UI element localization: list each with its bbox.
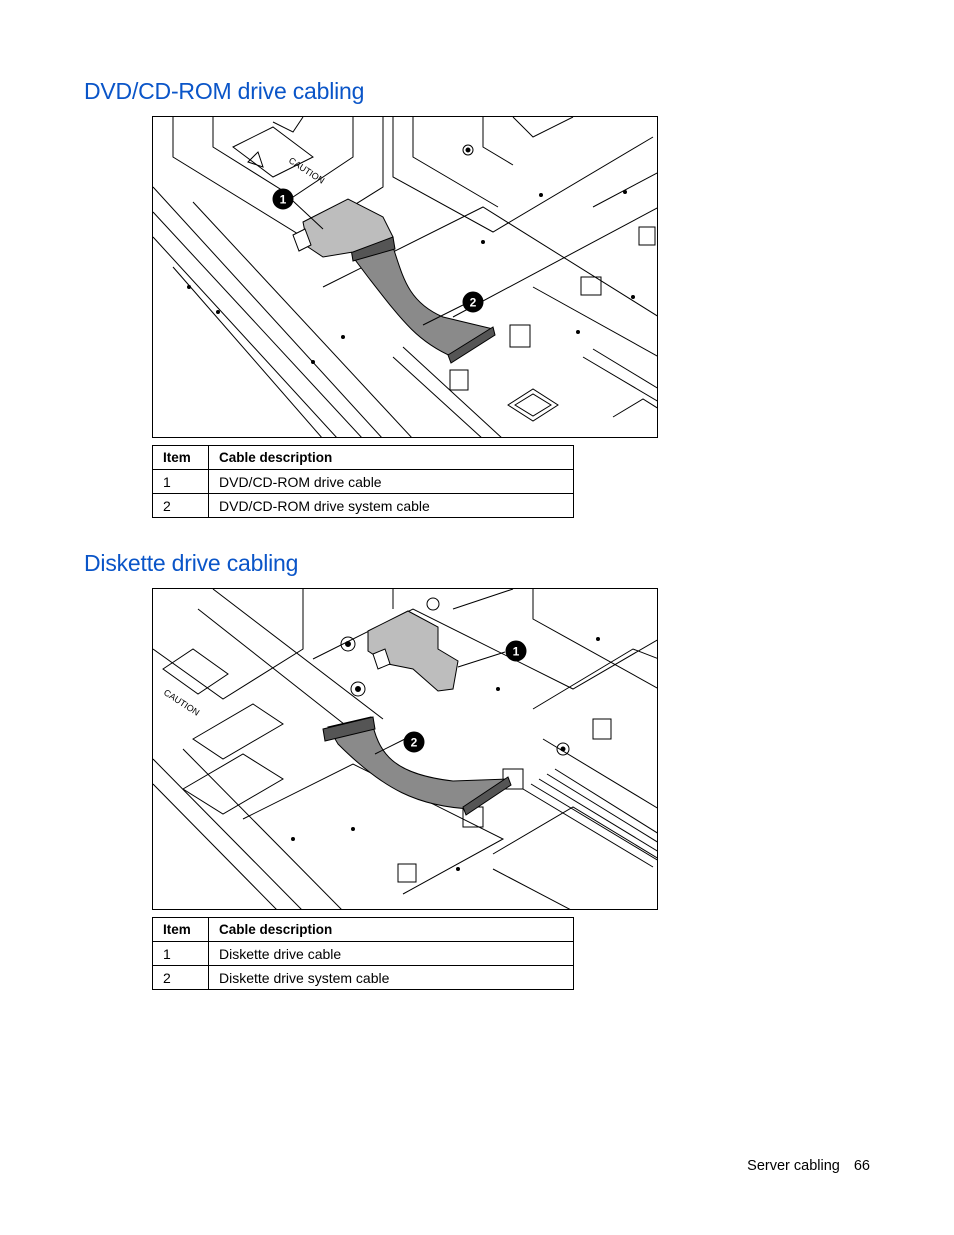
diskette-cabling-illustration	[152, 588, 658, 910]
column-header-item: Item	[153, 446, 209, 470]
svg-text:2: 2	[410, 735, 418, 750]
item-number: 1	[153, 942, 209, 966]
column-header-description: Cable description	[209, 918, 574, 942]
callout-1	[506, 641, 526, 661]
column-header-item: Item	[153, 918, 209, 942]
page-footer	[747, 1158, 870, 1174]
callout-2	[463, 292, 483, 312]
mounting-screws	[188, 145, 635, 364]
column-header-description: Cable description	[209, 446, 574, 470]
table-header-row	[153, 918, 574, 942]
callout-2	[404, 732, 424, 752]
table-row	[153, 470, 574, 494]
caution-label: CAUTION	[286, 155, 327, 186]
section-heading-dvd: DVD/CD-ROM drive cabling	[84, 78, 365, 104]
table-row	[153, 494, 574, 518]
dvd-cabling-illustration	[152, 116, 658, 438]
svg-text:2: 2	[469, 295, 477, 310]
page-number: 66	[853, 1158, 870, 1174]
svg-text:1: 1	[512, 644, 520, 659]
footer-section-name: Server cabling	[747, 1158, 840, 1174]
diskette-cable-table	[152, 917, 574, 990]
cable-description: DVD/CD-ROM drive cable	[209, 470, 574, 494]
item-number: 2	[153, 494, 209, 518]
cable-description: DVD/CD-ROM drive system cable	[209, 494, 574, 518]
table-header-row	[153, 446, 574, 470]
dvd-cable-table	[152, 445, 574, 518]
cable-description: Diskette drive cable	[209, 942, 574, 966]
table-row	[153, 942, 574, 966]
caution-label: CAUTION	[161, 687, 202, 718]
callout-1	[273, 189, 293, 209]
section-heading-diskette: Diskette drive cabling	[84, 550, 299, 576]
item-number: 2	[153, 966, 209, 990]
table-row	[153, 966, 574, 990]
chassis-panel	[243, 589, 658, 894]
processor-socket	[508, 349, 658, 421]
svg-text:1: 1	[279, 192, 287, 207]
cable-description: Diskette drive system cable	[209, 966, 574, 990]
item-number: 1	[153, 470, 209, 494]
